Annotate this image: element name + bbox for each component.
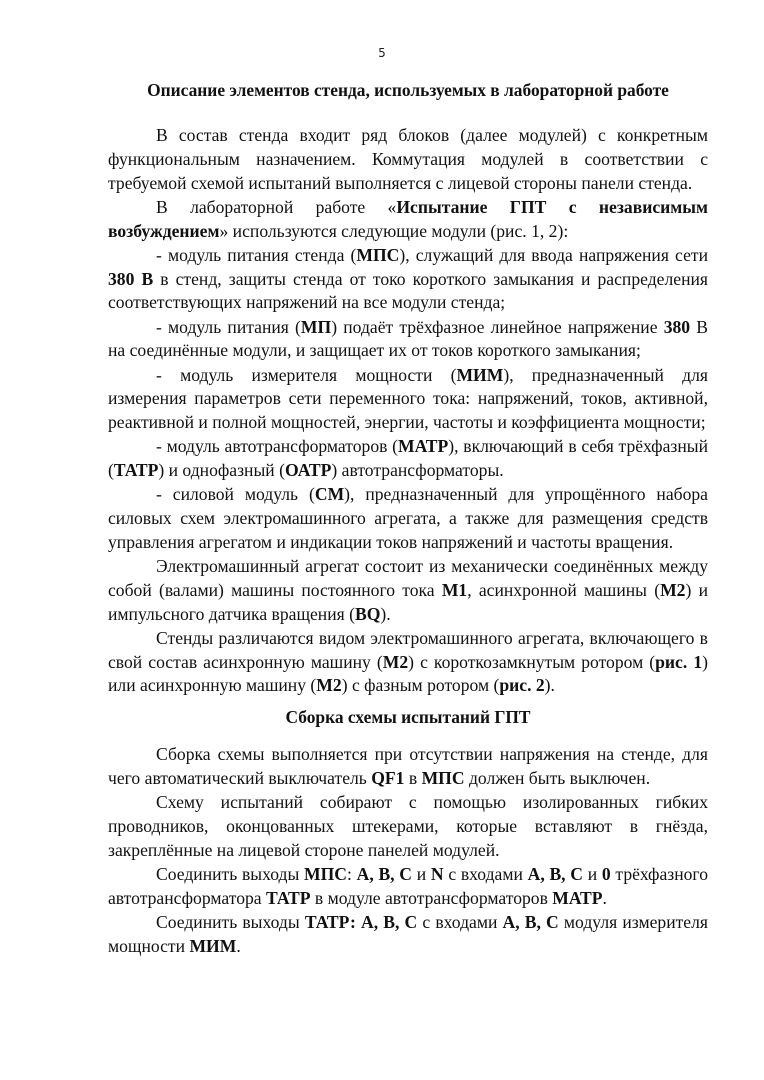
list-item-mp: - модуль питания (МП) подаёт трёхфазное линейное напряжение 380 В на соединённые модули, и защищает их от токов короткого замыкания; (108, 316, 708, 361)
list-item-mim: - модуль измерителя мощности (МИМ), предназначенный для измерения параметров сети переменного тока: напряжений, токов, активной, реактивной и полной мощностей, энергии, частоты и коэффициента мощности; (108, 364, 708, 433)
paragraph-connect-mps: Соединить выходы МПС: А, В, С и N с входами А, В, С и 0 трёхфазного автотрансформатора ТАТР в модуле автотрансформаторов МАТР. (108, 864, 708, 908)
paragraph-lab-work: В лабораторной работе «Испытание ГПТ с независимым возбуждением» используются следующие модули (рис. 1, 2): (108, 196, 708, 241)
lab-work-title: Испытание ГПТ с независимым возбуждением (108, 196, 708, 241)
paragraph-intro: В состав стенда входит ряд блоков (далее модулей) с конкретным функциональным назначением. Коммутация модулей в соответствии с требуемой схемой испытаний выполняется с лицевой стороны панели стенда. (108, 125, 708, 193)
paragraph-assembly: Сборка схемы выполняется при отсутствии напряжения на стенде, для чего автоматический выключатель QF1 в МПС должен быть выключен. (108, 744, 708, 789)
list-item-mps: - модуль питания стенда (МПС), служащий для ввода напряжения сети 380 В в стенд, защиты стенда от токо короткого замыкания и распределения соответствующих напряжений на все модули стенда; (108, 244, 708, 313)
list-item-matr: - модуль автотрансформаторов (МАТР), включающий в себя трёхфазный (ТАТР) и однофазный (ОАТР) автотрансформаторы. (108, 436, 708, 481)
section-heading-elements: Описание элементов стенда, используемых в лабораторной работе (147, 80, 669, 100)
paragraph-aggregate: Электромашинный агрегат состоит из механически соединённых между собой (валами) машины постоянного тока М1, асинхронной машины (М2) и импульсного датчика вращения (BQ). (108, 556, 708, 624)
paragraph-wires: Схему испытаний собирают с помощью изолированных гибких проводников, оконцованных штекерами, которые вставляют в гнёзда, закреплённые на лицевой стороне панелей модулей. (108, 792, 708, 860)
list-item-sm: - силовой модуль (СМ), предназначенный для упрощённого набора силовых схем электромашинного агрегата, а также для размещения средств управления агрегатом и индикации токов напряжений и частоты вращения. (108, 484, 708, 552)
page-content (108, 78, 708, 959)
figure-ref-2: рис. 2 (499, 675, 545, 696)
page-number: 5 (378, 46, 386, 60)
paragraph-connect-tatr: Соединить выходы ТАТР: А, В, С с входами А, В, С модуля измерителя мощности МИМ. (108, 912, 708, 956)
paragraph-stands: Стенды различаются видом электромашинного агрегата, включающего в свой состав асинхронную машину (М2) с короткозамкнутым ротором (рис. 1) или асинхронную машину (М2) с фазным ротором (рис. 2). (108, 627, 708, 696)
figure-ref-1: рис. 1 (655, 651, 703, 672)
section-heading-assembly: Сборка схемы испытаний ГПТ (285, 707, 531, 728)
